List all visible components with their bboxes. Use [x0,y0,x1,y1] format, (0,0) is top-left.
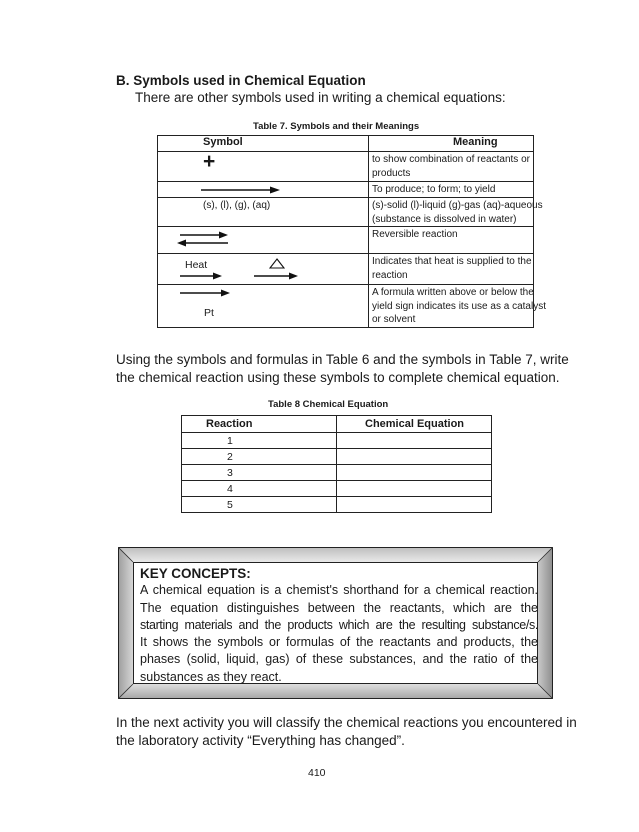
meaning-cell: to show combination of reactants or products [369,152,534,182]
table-row [158,182,534,198]
right-arrow-icon [158,285,323,327]
table-row [182,449,492,465]
key-concepts-content [140,565,538,686]
section-heading: B. Symbols used in Chemical Equation [116,73,366,88]
symbol-cell [158,285,369,328]
symbol-cell [158,152,369,182]
key-concepts-line: A chemical equation is a chemist's shorthand for a chemical reaction. [140,583,538,598]
right-arrow-icon [158,182,323,197]
symbol-cell [158,254,369,285]
chemical-equation-table [181,415,492,513]
table-row [158,254,534,285]
table-header-row [182,416,492,433]
reaction-number: 3 [182,465,337,481]
equation-cell [337,497,492,513]
equation-cell [337,433,492,449]
table-row [158,152,534,182]
section-intro: There are other symbols used in writing a chemical equations: [135,90,506,105]
key-concepts-line: The equation distinguishes between the reactants, which are the [140,600,538,615]
meaning-cell: (s)-solid (l)-liquid (g)-gas (aq)-aqueous (substance is dissolved in water) [369,198,534,227]
instruction-paragraph: Using the symbols and formulas in Table 6 and the symbols in Table 7, write the chemical reaction using these symbols to complete chemical equation. [116,352,569,385]
symbols-table [157,135,546,328]
equation-cell [337,481,492,497]
meaning-cell: A formula written above or below the yield sign indicates its use as a catalyst or solvent [369,285,534,328]
table-row [158,285,534,328]
reaction-number: 1 [182,433,337,449]
heat-arrows-icon [158,254,323,284]
key-concepts-line: phases (solid, liquid, gas) of these substances, and the ratio of the [140,652,538,667]
table-row [158,198,534,227]
table8-caption: Table 8 Chemical Equation [268,399,389,410]
key-concepts-line: substances as they react. [140,669,282,684]
header-chemical-equation: Chemical Equation [337,416,492,433]
meaning-cell: Reversible reaction [369,227,534,254]
header-reaction: Reaction [182,416,337,433]
meaning-cell: Indicates that heat is supplied to the reaction [369,254,534,285]
plus-icon: + [203,150,216,173]
table7-caption: Table 7. Symbols and their Meanings [253,121,420,132]
table-row [158,227,534,254]
symbol-cell [158,227,369,254]
state-symbols: (s), (l), (g), (aq) [203,200,271,211]
catalyst-label: Pt [204,307,214,319]
triangle-icon [269,258,285,270]
key-concepts-title: KEY CONCEPTS: [140,566,251,581]
heat-label: Heat [185,259,208,271]
header-meaning: Meaning [369,136,534,152]
reaction-number: 4 [182,481,337,497]
table-row [182,433,492,449]
symbol-cell [158,198,369,227]
table-row [182,465,492,481]
symbol-cell [158,182,369,198]
reaction-number: 5 [182,497,337,513]
equation-cell [337,449,492,465]
closing-paragraph: In the next activity you will classify the chemical reactions you encountered in the laboratory activity “Everything has changed”. [116,715,577,748]
equation-cell [337,465,492,481]
reaction-number: 2 [182,449,337,465]
page-number: 410 [308,767,326,779]
key-concepts-line: It shows the symbols or formulas of the reactants and products, the [140,635,538,650]
table-row [182,481,492,497]
meaning-cell: To produce; to form; to yield [369,182,534,198]
header-symbol: Symbol [158,136,369,152]
table-row [182,497,492,513]
key-concepts-line: starting materials and the products which are the resulting substance/s. [140,617,538,632]
reversible-arrows-icon [158,227,323,253]
